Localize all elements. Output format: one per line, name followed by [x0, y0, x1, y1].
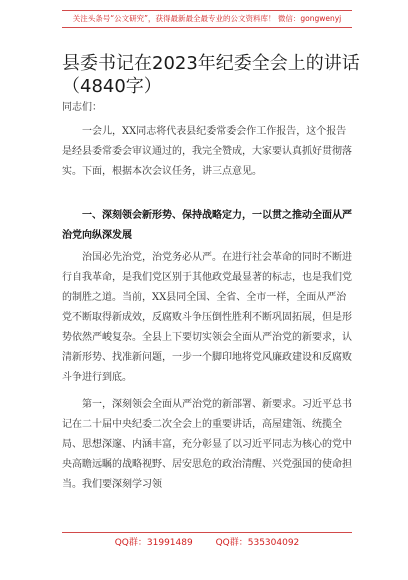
header-banner: 关注头条号“公文研究”，获得最新最全最专业的公文资料库！ 微信：gongwenyj: [72, 14, 342, 23]
salutation: 同志们：: [62, 102, 102, 113]
title-line-2: （4840字）: [62, 76, 162, 97]
paragraph-3: 第一，深刻领会全面从严治党的新部署、新要求。习近平总书记在二十届中央纪委二次全会上的重要讲话，高屋建瓴、统揽全局、思想深邃、内涵丰富，充分彰显了以习近平同志为核心的党中央高瞻远瞩的战略视野、居安思危的政治清醒、兴党强国的使命担当。我们要深刻学习领: [62, 399, 352, 490]
header-rule: [62, 27, 352, 28]
footer-rule: [62, 532, 352, 533]
footer-qq-group-2: QQ群：535304092: [215, 538, 300, 548]
footer: [62, 537, 352, 549]
section-heading-1: 一、深刻领会新形势、保持战略定力，一以贯之推动全面从严治党向纵深发展: [62, 210, 352, 241]
footer-qq-group-1: QQ群：31991489: [114, 538, 193, 548]
title-line-1: 县委书记在2023年纪委全会上的讲话: [62, 53, 360, 74]
paragraph-2: 治国必先治党，治党务必从严。在进行社会革命的同时不断进行自我革命，是我们党区别于其他政党最显著的标志，也是我们党的制胜之道。当前，XX县同全国、全省、全市一样，全面从严治党不断取得新成效，反腐败斗争压倒性胜利不断巩固拓展，但是形势依然严峻复杂。全县上下要切实领会全面从严治党的新要求，认清新形势、找准新问题，一步一个脚印地将党风廉政建设和反腐败斗争进行到底。: [62, 252, 352, 383]
document-title: [62, 52, 362, 98]
header-top-rule: [62, 10, 352, 11]
paragraph-1: 一会儿，XX同志将代表县纪委常委会作工作报告，这个报告是经县委常委会审议通过的，我完全赞成，大家要认真抓好贯彻落实。下面，根据本次会议任务，讲三点意见。: [62, 126, 352, 177]
